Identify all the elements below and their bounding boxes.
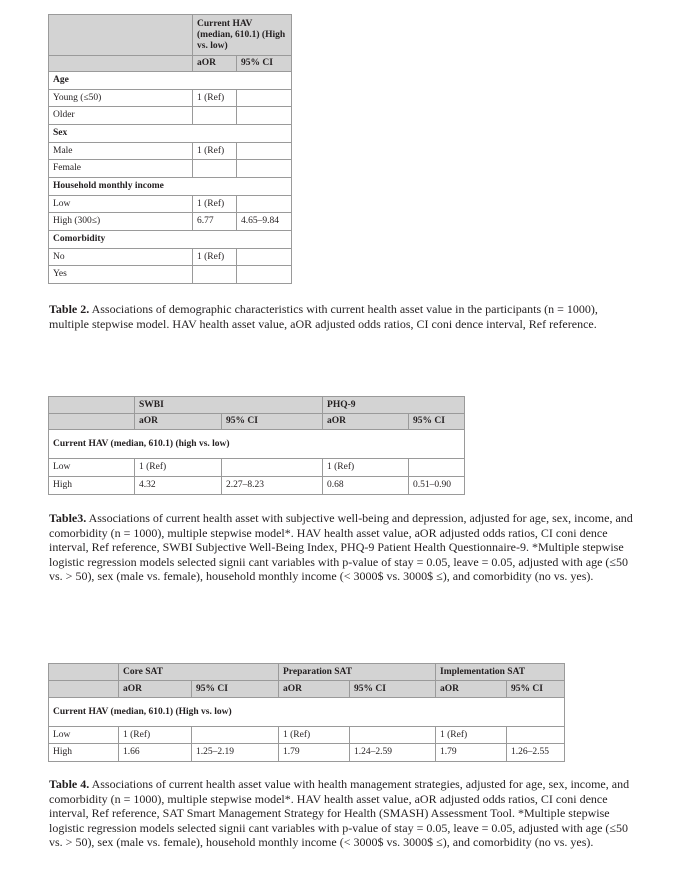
caption-text: Associations of current health asset with subjective well-being and depression, adjusted for age, sex, income, and comorbidity (n = 1000), multiple stepwise model*. HAV health asset value, aOR adjusted odds ratios, CI coni dence interval, Ref reference, SWBI Subjective Well-Being Index, PHQ-9 Patient Health Questionnaire-9. *Multiple stepwise logistic regression models selected signii cant variables with p-value of stay = 0.05, leave = 0.05, adjusted with age (≤50 vs. > 50), sex (male vs. female), household monthly income (< 3000$ vs. 3000$ ≤), and comorbidity (no vs. yes). <box>49 511 633 584</box>
aor-cell <box>193 160 237 178</box>
aor-cell: 1 (Ref) <box>193 90 237 107</box>
column-header-aor: aOR <box>119 681 192 698</box>
table-4-caption <box>49 777 639 850</box>
ci-cell <box>237 143 292 160</box>
caption-label: Table3. <box>49 511 87 525</box>
column-header-aor: aOR <box>279 681 350 698</box>
column-header-aor: aOR <box>193 56 237 72</box>
aor-cell: 1 (Ref) <box>135 459 222 477</box>
aor-cell: 1.79 <box>279 744 350 762</box>
row-label: Female <box>49 160 193 178</box>
aor-cell <box>193 107 237 125</box>
ci-cell <box>237 249 292 266</box>
ci-cell: 1.26–2.55 <box>507 744 565 762</box>
column-header-ci: 95% CI <box>237 56 292 72</box>
ci-cell <box>222 459 323 477</box>
aor-cell: 1.79 <box>436 744 507 762</box>
ci-cell <box>507 727 565 744</box>
group-header-phq9: PHQ-9 <box>323 397 465 414</box>
table-2-caption <box>49 302 639 331</box>
aor-cell: 6.77 <box>193 213 237 231</box>
caption-label: Table 4. <box>49 777 90 791</box>
row-label: High <box>49 477 135 495</box>
caption-text: Associations of current health asset value with health management strategies, adjusted for age, sex, income, and comorbidity (n = 1000), multiple stepwise model*. HAV health asset value, aOR adjusted odds ratios, CI coni dence interval, Ref reference, SAT Smart Management Strategy for Health (SMASH) Assessment Tool. *Multiple stepwise logistic regression models selected signii cant variables with p-value of stay = 0.05, leave = 0.05, adjusted with age (≤50 vs. > 50), sex (male vs. female), household monthly income (< 3000$ vs. 3000$ ≤), and comorbidity (no vs. yes). <box>49 777 630 850</box>
row-label: No <box>49 249 193 266</box>
caption-text: Associations of demographic characteristics with current health asset value in the participants (n = 1000), multiple stepwise model. HAV health asset value, aOR adjusted odds ratios, CI coni dence interval, Ref reference. <box>49 302 598 331</box>
aor-cell: 1 (Ref) <box>193 249 237 266</box>
section-header: Sex <box>49 125 292 143</box>
column-header-ci: 95% CI <box>192 681 279 698</box>
row-label: Yes <box>49 266 193 284</box>
ci-cell <box>409 459 465 477</box>
row-label: Young (≤50) <box>49 90 193 107</box>
table-corner-cell <box>49 664 119 681</box>
aor-cell: 4.32 <box>135 477 222 495</box>
table-corner-cell <box>49 681 119 698</box>
ci-cell <box>237 90 292 107</box>
column-header-aor: aOR <box>135 414 222 430</box>
table-3-caption <box>49 511 639 584</box>
group-header-core-sat: Core SAT <box>119 664 279 681</box>
ci-cell: 2.27–8.23 <box>222 477 323 495</box>
table-2 <box>48 14 292 284</box>
aor-cell <box>193 266 237 284</box>
table-corner-cell <box>49 414 135 430</box>
table-group-header: Current HAV (median, 610.1) (High vs. low) <box>193 15 292 56</box>
ci-cell <box>237 107 292 125</box>
group-header-implementation-sat: Implementation SAT <box>436 664 565 681</box>
table-4 <box>48 663 565 762</box>
ci-cell <box>237 160 292 178</box>
column-header-ci: 95% CI <box>222 414 323 430</box>
ci-cell: 1.25–2.19 <box>192 744 279 762</box>
section-header: Household monthly income <box>49 178 292 196</box>
section-header: Comorbidity <box>49 231 292 249</box>
table-corner-cell <box>49 56 193 72</box>
group-header-preparation-sat: Preparation SAT <box>279 664 436 681</box>
ci-cell: 1.24–2.59 <box>350 744 436 762</box>
column-header-ci: 95% CI <box>409 414 465 430</box>
row-label: High <box>49 744 119 762</box>
column-header-aor: aOR <box>436 681 507 698</box>
row-label: High (300≤) <box>49 213 193 231</box>
aor-cell: 1 (Ref) <box>279 727 350 744</box>
aor-cell: 0.68 <box>323 477 409 495</box>
table-corner-cell <box>49 397 135 414</box>
aor-cell: 1 (Ref) <box>119 727 192 744</box>
ci-cell <box>192 727 279 744</box>
caption-label: Table 2. <box>49 302 90 316</box>
ci-cell <box>237 196 292 213</box>
row-label: Low <box>49 459 135 477</box>
ci-cell <box>237 266 292 284</box>
aor-cell: 1 (Ref) <box>323 459 409 477</box>
aor-cell: 1 (Ref) <box>436 727 507 744</box>
column-header-ci: 95% CI <box>350 681 436 698</box>
group-header-swbi: SWBI <box>135 397 323 414</box>
aor-cell: 1.66 <box>119 744 192 762</box>
aor-cell: 1 (Ref) <box>193 143 237 160</box>
table-corner-cell <box>49 15 193 56</box>
row-label: Older <box>49 107 193 125</box>
row-label: Male <box>49 143 193 160</box>
ci-cell: 4.65–9.84 <box>237 213 292 231</box>
aor-cell: 1 (Ref) <box>193 196 237 213</box>
section-header: Current HAV (median, 610.1) (high vs. low) <box>49 430 465 459</box>
table-3 <box>48 396 465 495</box>
column-header-ci: 95% CI <box>507 681 565 698</box>
ci-cell <box>350 727 436 744</box>
section-header: Current HAV (median, 610.1) (High vs. low) <box>49 698 565 727</box>
row-label: Low <box>49 196 193 213</box>
column-header-aor: aOR <box>323 414 409 430</box>
ci-cell: 0.51–0.90 <box>409 477 465 495</box>
section-header: Age <box>49 72 292 90</box>
row-label: Low <box>49 727 119 744</box>
